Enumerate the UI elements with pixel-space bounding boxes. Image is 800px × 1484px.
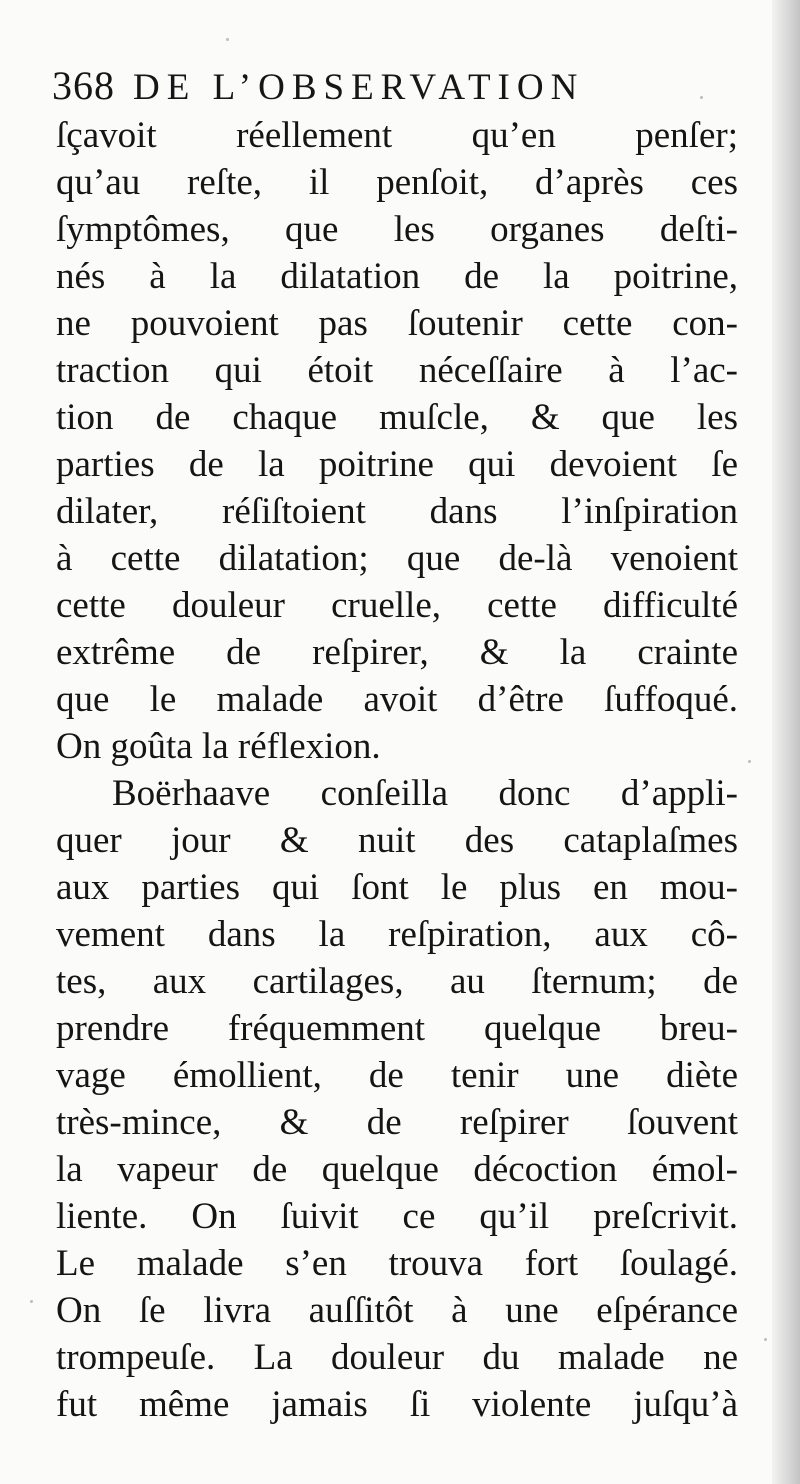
text-line: traction qui étoit néceſſaire à l’ac- bbox=[56, 350, 738, 391]
paper-speck bbox=[30, 1300, 33, 1303]
text-line: parties de la poitrine qui devoient ſe bbox=[56, 444, 738, 485]
running-header bbox=[52, 62, 584, 116]
text-line: Le malade s’en trouva fort ſoulagé. bbox=[56, 1243, 738, 1284]
text-line: à cette dilatation; que de-là venoient bbox=[56, 538, 738, 579]
text-line: quer jour & nuit des cataplaſmes bbox=[56, 820, 738, 861]
paragraph-start-line: Boërhaave conſeilla donc d’appli- bbox=[112, 773, 738, 814]
text-line: nés à la dilatation de la poitrine, bbox=[56, 256, 738, 297]
text-line: dilater, réſiſtoient dans l’inſpiration bbox=[56, 491, 738, 532]
page-number: 368 bbox=[52, 63, 115, 108]
text-line: trompeuſe. La douleur du malade ne bbox=[56, 1337, 738, 1378]
text-line: On ſe livra auſſitôt à une eſpérance bbox=[56, 1290, 738, 1331]
text-line: cette douleur cruelle, cette difficulté bbox=[56, 585, 738, 626]
text-line: vage émollient, de tenir une diète bbox=[56, 1055, 738, 1096]
text-line: ſçavoit réellement qu’en penſer; bbox=[56, 115, 738, 156]
text-line: prendre fréquemment quelque breu- bbox=[56, 1008, 738, 1049]
running-title: DE L’OBSERVATION bbox=[133, 67, 585, 108]
text-line: ſymptômes, que les organes deſti- bbox=[56, 209, 738, 250]
text-line: tes, aux cartilages, au ſternum; de bbox=[56, 961, 738, 1002]
paper-speck bbox=[764, 1338, 767, 1341]
text-line: la vapeur de quelque décoction émol- bbox=[56, 1149, 738, 1190]
text-line: qu’au reſte, il penſoit, d’après ces bbox=[56, 162, 738, 203]
text-line: aux parties qui ſont le plus en mou- bbox=[56, 867, 738, 908]
body-text bbox=[56, 112, 738, 1428]
paper-speck bbox=[700, 96, 703, 99]
text-line: tion de chaque muſcle, & que les bbox=[56, 397, 738, 438]
text-line: ne pouvoient pas ſoutenir cette con- bbox=[56, 303, 738, 344]
paper-speck bbox=[748, 760, 751, 763]
text-line: fut même jamais ſi violente juſqu’à bbox=[56, 1384, 738, 1425]
text-line: liente. On ſuivit ce qu’il preſcrivit. bbox=[56, 1196, 738, 1237]
text-line: très-mince, & de reſpirer ſouvent bbox=[56, 1102, 738, 1143]
text-line: On goûta la réflexion. bbox=[56, 726, 381, 767]
page-gutter-shadow bbox=[772, 0, 800, 1484]
paper-speck bbox=[226, 38, 229, 41]
text-line: extrême de reſpirer, & la crainte bbox=[56, 632, 738, 673]
text-line: que le malade avoit d’être ſuffoqué. bbox=[56, 679, 738, 720]
text-line: vement dans la reſpiration, aux cô- bbox=[56, 914, 738, 955]
